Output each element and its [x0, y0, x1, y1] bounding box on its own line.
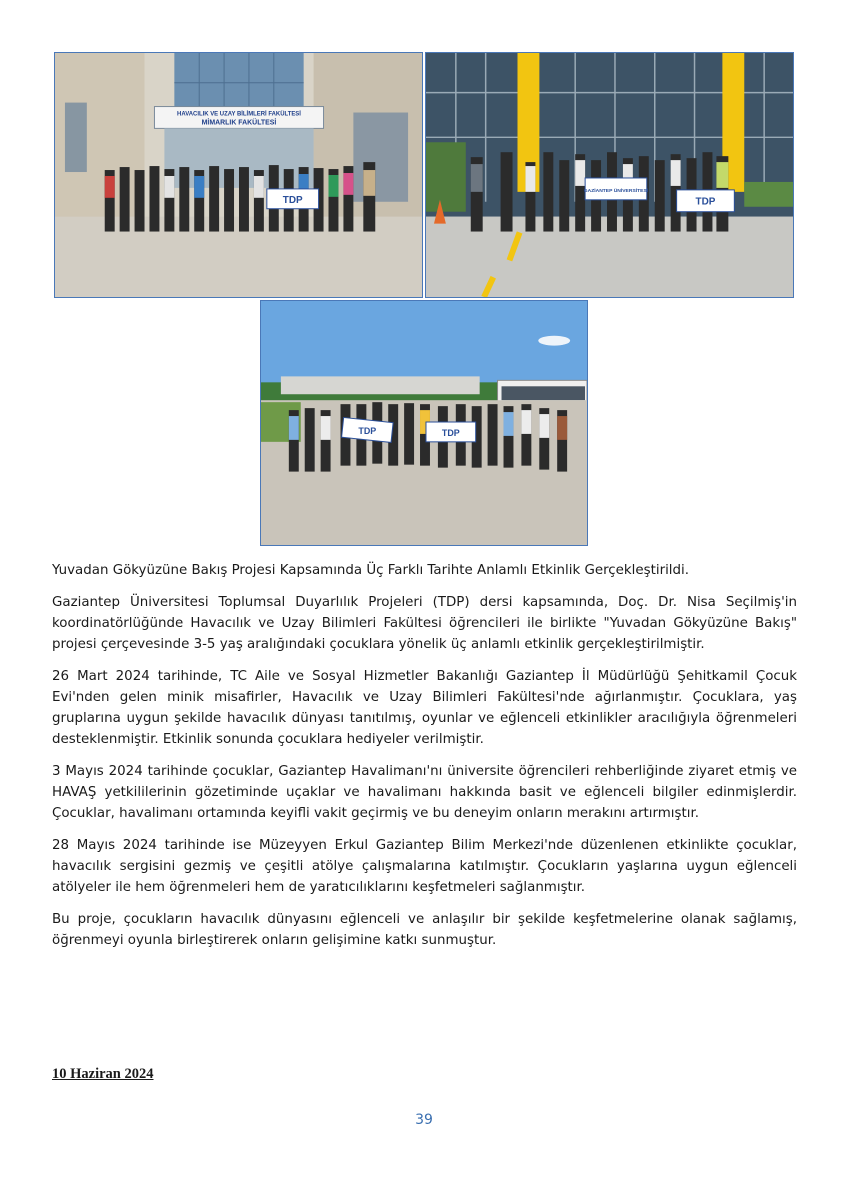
photo-science-center	[260, 300, 588, 546]
photo3-banner-right: TDP	[441, 427, 460, 438]
document-date: 10 Haziran 2024	[52, 1066, 154, 1082]
photo-airport	[425, 52, 794, 298]
paragraph-march: 26 Mart 2024 tarihinde, TC Aile ve Sosyal Hizmetler Bakanlığı Gaziantep İl Müdürlüğü Şehitkamil Çocuk Evi'nden gelen minik misafirler, Havacılık ve Uzay Bilimleri Fakültesi'nde ağırlanmıştır. Çocuklara, yaş gruplarına uygun şekilde havacılık dünyası tanıtılmış, oyunlar ve eğlenceli etkinlikler aracılığıyla öğrenmeleri desteklenmiştir. Etkinlik sonunda çocuklara hediyeler verilmiştir.	[52, 669, 797, 747]
photo2-banner-right: TDP	[695, 196, 716, 208]
paragraph-conclusion: Bu proje, çocukların havacılık dünyasını eğlenceli ve anlaşılır bir şekilde keşfetmelerine olanak sağlamış, öğrenmeyi oyunla birleştirerek onların gelişimine katkı sunmuştur.	[52, 912, 797, 948]
article-heading: Yuvadan Gökyüzüne Bakış Projesi Kapsamında Üç Farklı Tarihte Anlamlı Etkinlik Gerçekleştirildi.	[52, 563, 689, 578]
photo3-banner-left: TDP	[358, 425, 377, 436]
article-body	[52, 560, 797, 962]
photo1-banner: TDP	[282, 194, 303, 206]
paragraph-may-28: 28 Mayıs 2024 tarihinde ise Müzeyyen Erkul Gaziantep Bilim Merkezi'nde düzenlenen etkinlikte çocuklar, havacılık sergisini gezmiş ve çeşitli atölye çalışmalarına katılmıştır. Çocukların yaşlarına uygun eğlenceli atölyeler ile hem öğrenmeleri hem de yaratıcılıklarını keşfetmeleri sağlanmıştır.	[52, 838, 797, 895]
paragraph-intro: Gaziantep Üniversitesi Toplumsal Duyarlılık Projeleri (TDP) dersi kapsamında, Doç. Dr. Nisa Seçilmiş'in koordinatörlüğünde Havacılık ve Uzay Bilimleri Fakültesi öğrencileri ile birlikte "Yuvadan Gökyüzüne Bakış" projesi çerçevesinde 3-5 yaş aralığındaki çocuklara yönelik üç anlamlı etkinlik gerçekleştirilmiştir.	[52, 595, 797, 652]
photo-faculty-building	[54, 52, 423, 298]
photo1-sign-line1: HAVACILIK VE UZAY BİLİMLERİ FAKÜLTESİ	[177, 111, 301, 118]
photo2-banner-left: GAZİANTEP ÜNİVERSİTESİ	[583, 188, 649, 194]
page-number: 39	[415, 1112, 433, 1128]
photo1-sign-line2: MİMARLIK FAKÜLTESİ	[201, 119, 277, 127]
paragraph-may-3: 3 Mayıs 2024 tarihinde çocuklar, Gaziantep Havalimanı'nı üniversite öğrencileri rehberliğinde ziyaret etmiş ve HAVAŞ yetkililerinin gözetiminde uçaklar ve havalimanı hakkında basit ve eğlenceli bilgiler edinmişlerdir. Çocuklar, havalimanı ortamında keyifli vakit geçirmiş ve bu deneyim onların merakını artırmıştır.	[52, 764, 797, 821]
